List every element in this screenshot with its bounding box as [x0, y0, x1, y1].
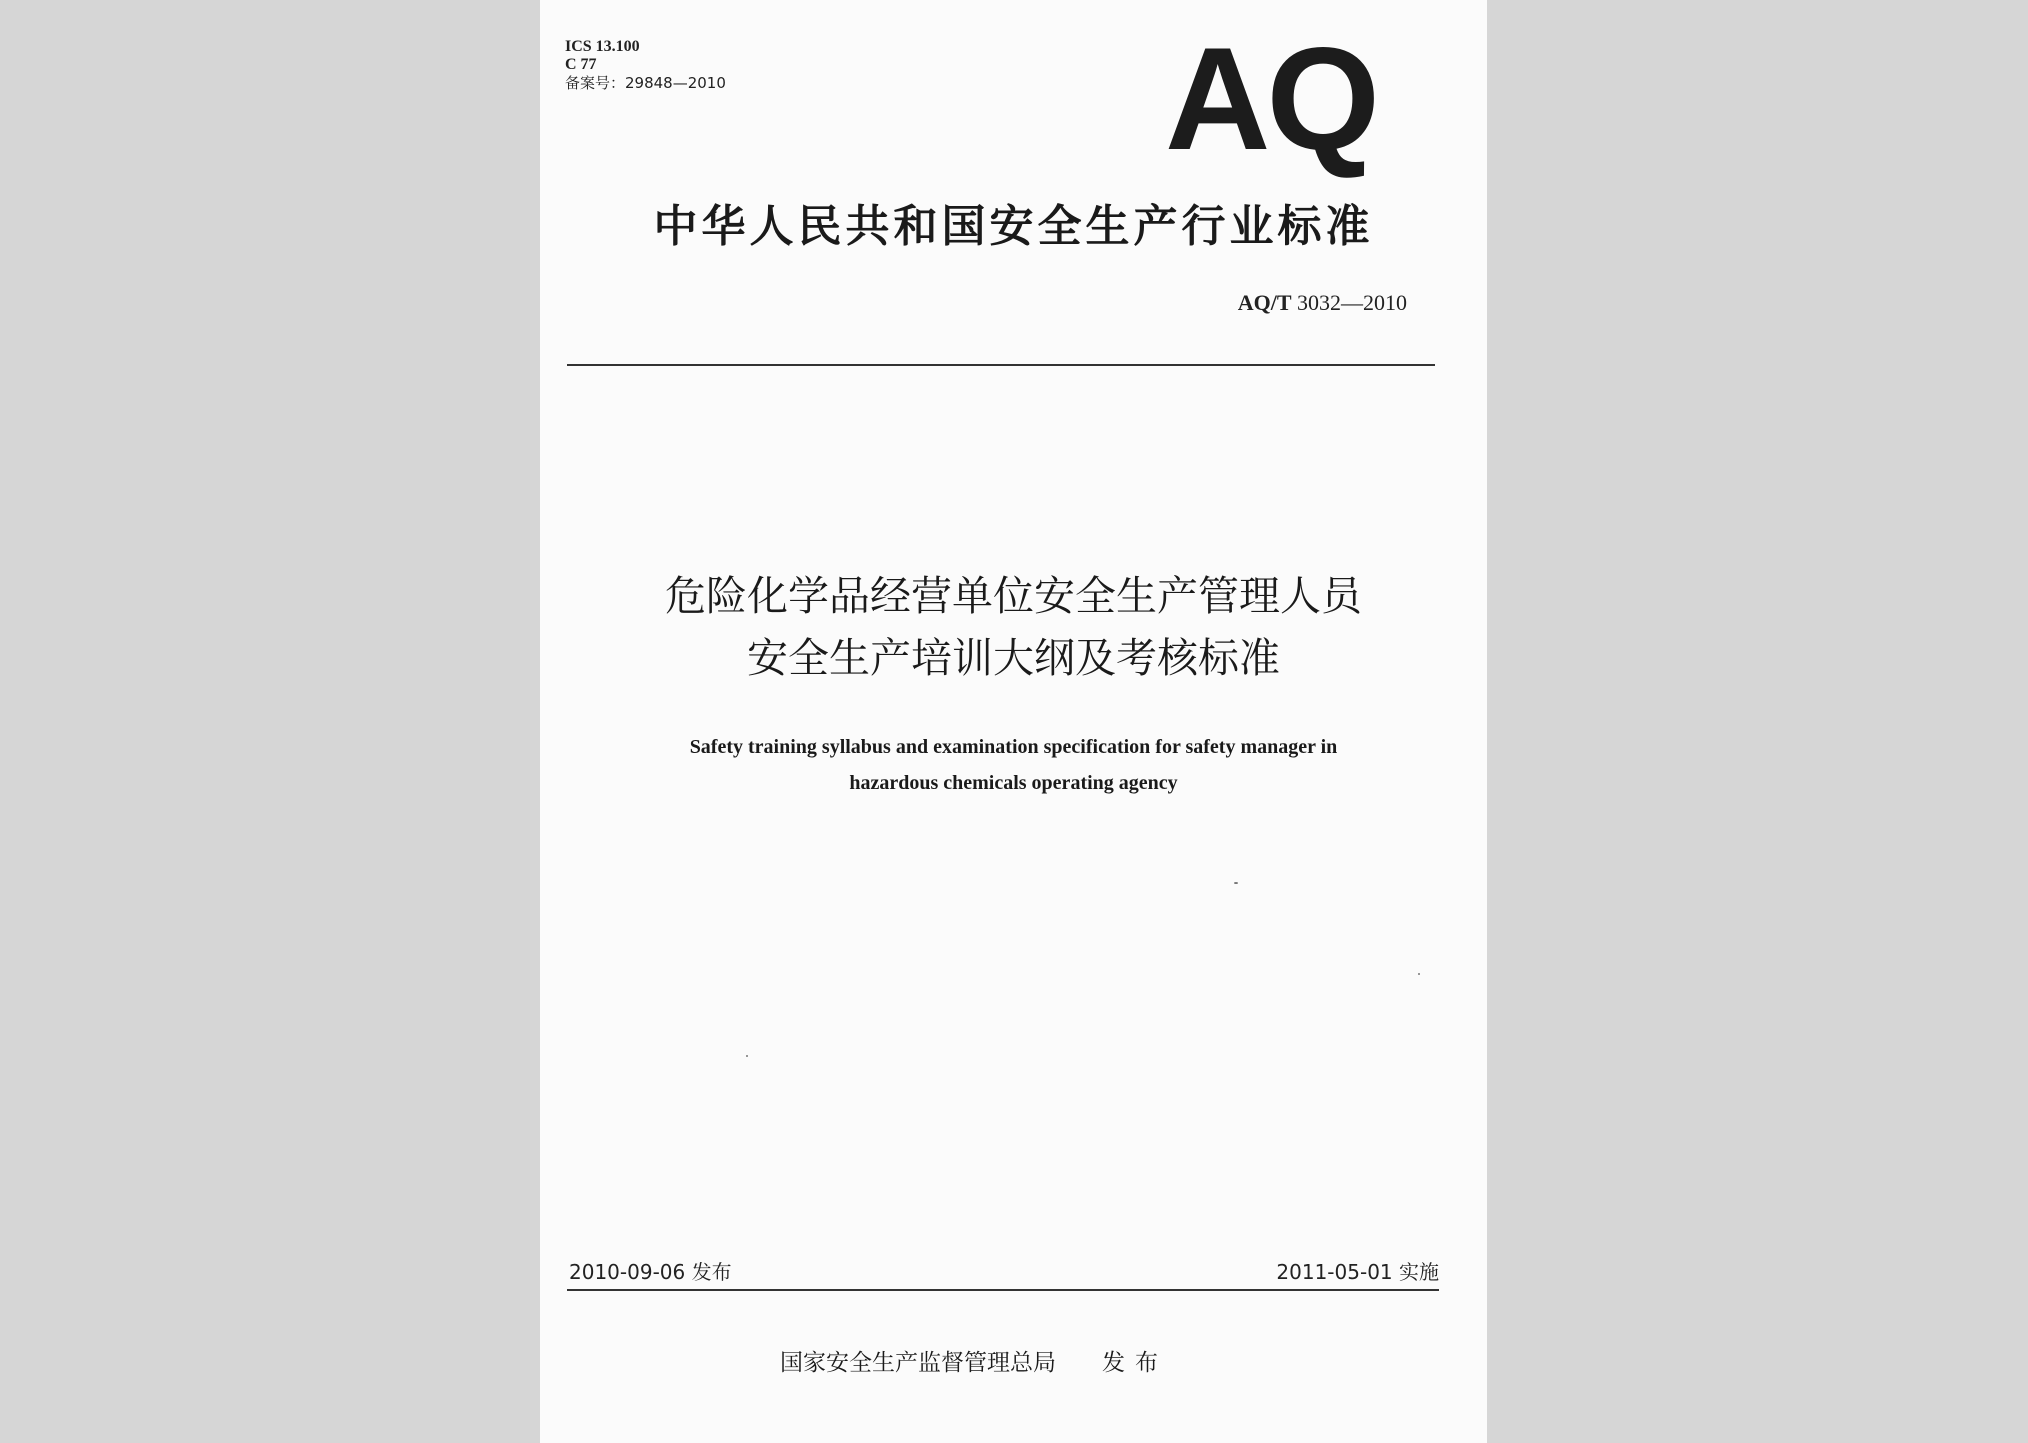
aq-logo: AQ	[1165, 17, 1376, 180]
scan-speck	[1234, 882, 1238, 884]
date-bar	[567, 1257, 1439, 1291]
ccs-code: C 77	[565, 56, 597, 73]
scan-speck	[1418, 973, 1420, 975]
document-title	[540, 565, 1487, 689]
document-title-line-2: 安全生产培训大纲及考核标准	[747, 634, 1280, 682]
english-title-line-1: Safety training syllabus and examination specification for safety manager in	[689, 736, 1338, 758]
ics-code: ICS 13.100	[565, 38, 640, 55]
scan-speck	[746, 1055, 748, 1057]
publisher-name: 国家安全生产监督管理总局	[780, 1350, 1056, 1376]
document-title-line-1: 危险化学品经营单位安全生产管理人员	[665, 572, 1362, 620]
standard-category-title: 中华人民共和国安全生产行业标准	[653, 201, 1374, 252]
english-title	[540, 729, 1487, 801]
filing-number: 备案号：29848—2010	[565, 74, 726, 92]
header-divider	[567, 364, 1435, 366]
publisher-verb: 发布	[1102, 1350, 1168, 1376]
publisher-line	[780, 1344, 1168, 1377]
standard-number	[1238, 290, 1407, 316]
standard-code-prefix: AQ/T	[1237, 290, 1292, 315]
document-cover-page	[540, 0, 1487, 1443]
classification-block	[565, 38, 726, 92]
english-title-line-2: hazardous chemicals operating agency	[849, 772, 1178, 794]
implementation-date: 2011-05-01 实施	[1276, 1260, 1439, 1284]
standard-code-number: 3032—2010	[1297, 290, 1407, 315]
issue-date: 2010-09-06 发布	[569, 1260, 732, 1284]
